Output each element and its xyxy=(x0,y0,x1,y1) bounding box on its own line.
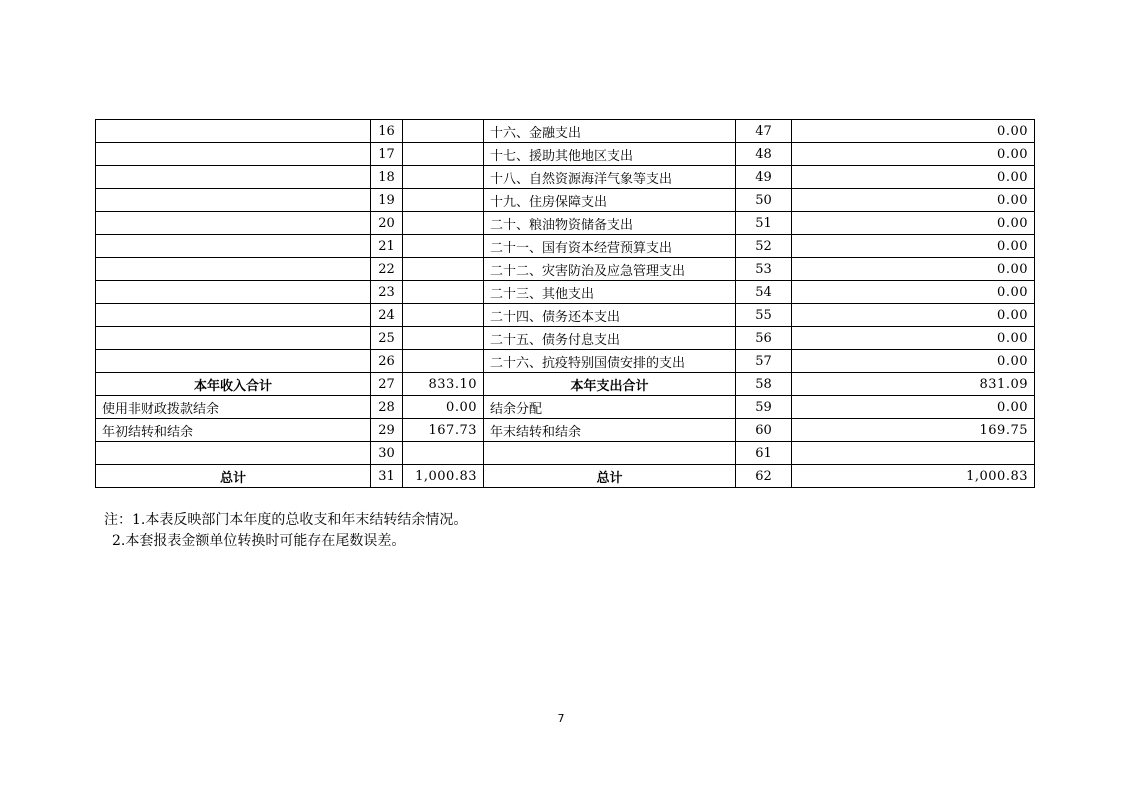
expense-item-cell xyxy=(484,442,736,465)
expense-amount-cell: 0.00 xyxy=(792,304,1035,327)
table-body xyxy=(96,120,1035,488)
expense-row-number-cell: 52 xyxy=(736,235,792,258)
table-row xyxy=(96,281,1035,304)
income-amount-cell: 1,000.83 xyxy=(403,465,484,488)
expense-row-number-cell: 60 xyxy=(736,419,792,442)
expense-item-cell: 结余分配 xyxy=(484,396,736,419)
expense-amount-cell: 0.00 xyxy=(792,327,1035,350)
income-amount-cell xyxy=(403,350,484,373)
income-amount-cell: 0.00 xyxy=(403,396,484,419)
expense-row-number-cell: 53 xyxy=(736,258,792,281)
expense-amount-cell: 0.00 xyxy=(792,120,1035,143)
expense-item-cell: 二十六、抗疫特别国债安排的支出 xyxy=(484,350,736,373)
expense-item-cell: 本年支出合计 xyxy=(484,373,736,396)
income-amount-cell xyxy=(403,258,484,281)
income-expense-table xyxy=(95,119,1035,488)
expense-amount-cell: 169.75 xyxy=(792,419,1035,442)
income-row-number-cell: 31 xyxy=(371,465,403,488)
expense-row-number-cell: 58 xyxy=(736,373,792,396)
income-item-cell: 使用非财政拨款结余 xyxy=(96,396,371,419)
expense-row-number-cell: 56 xyxy=(736,327,792,350)
expense-row-number-cell: 47 xyxy=(736,120,792,143)
expense-item-cell: 二十一、国有资本经营预算支出 xyxy=(484,235,736,258)
table-row xyxy=(96,166,1035,189)
expense-item-cell: 二十三、其他支出 xyxy=(484,281,736,304)
income-amount-cell xyxy=(403,327,484,350)
income-amount-cell xyxy=(403,143,484,166)
income-item-cell: 总计 xyxy=(96,465,371,488)
expense-item-cell: 十七、援助其他地区支出 xyxy=(484,143,736,166)
table-row xyxy=(96,327,1035,350)
income-row-number-cell: 23 xyxy=(371,281,403,304)
expense-item-cell: 二十二、灾害防治及应急管理支出 xyxy=(484,258,736,281)
expense-row-number-cell: 59 xyxy=(736,396,792,419)
income-item-cell xyxy=(96,235,371,258)
table-row xyxy=(96,350,1035,373)
income-item-cell xyxy=(96,304,371,327)
note-line-1: 注：1.本表反映部门本年度的总收支和年末结转结余情况。 xyxy=(104,512,468,528)
expense-item-cell: 二十、粮油物资储备支出 xyxy=(484,212,736,235)
income-amount-cell xyxy=(403,442,484,465)
income-amount-cell xyxy=(403,304,484,327)
expense-amount-cell: 0.00 xyxy=(792,281,1035,304)
income-row-number-cell: 24 xyxy=(371,304,403,327)
expense-amount-cell: 0.00 xyxy=(792,258,1035,281)
income-row-number-cell: 19 xyxy=(371,189,403,212)
table-row xyxy=(96,396,1035,419)
expense-item-cell: 十八、自然资源海洋气象等支出 xyxy=(484,166,736,189)
expense-item-cell: 总计 xyxy=(484,465,736,488)
note-line-2: 2.本套报表金额单位转换时可能存在尾数误差。 xyxy=(112,533,406,549)
income-item-cell xyxy=(96,166,371,189)
expense-row-number-cell: 48 xyxy=(736,143,792,166)
table-row xyxy=(96,212,1035,235)
income-amount-cell xyxy=(403,235,484,258)
expense-row-number-cell: 50 xyxy=(736,189,792,212)
income-row-number-cell: 29 xyxy=(371,419,403,442)
income-row-number-cell: 20 xyxy=(371,212,403,235)
income-amount-cell xyxy=(403,120,484,143)
expense-row-number-cell: 57 xyxy=(736,350,792,373)
income-row-number-cell: 16 xyxy=(371,120,403,143)
table-row xyxy=(96,143,1035,166)
income-row-number-cell: 22 xyxy=(371,258,403,281)
expense-amount-cell: 0.00 xyxy=(792,189,1035,212)
income-item-cell: 年初结转和结余 xyxy=(96,419,371,442)
income-row-number-cell: 27 xyxy=(371,373,403,396)
income-amount-cell xyxy=(403,281,484,304)
income-amount-cell: 833.10 xyxy=(403,373,484,396)
expense-row-number-cell: 62 xyxy=(736,465,792,488)
expense-amount-cell: 0.00 xyxy=(792,235,1035,258)
income-item-cell xyxy=(96,350,371,373)
expense-item-cell: 年末结转和结余 xyxy=(484,419,736,442)
expense-amount-cell: 831.09 xyxy=(792,373,1035,396)
income-item-cell xyxy=(96,189,371,212)
expense-row-number-cell: 51 xyxy=(736,212,792,235)
table-row xyxy=(96,304,1035,327)
table-row xyxy=(96,189,1035,212)
income-amount-cell xyxy=(403,166,484,189)
income-row-number-cell: 25 xyxy=(371,327,403,350)
expense-amount-cell: 0.00 xyxy=(792,396,1035,419)
income-amount-cell: 167.73 xyxy=(403,419,484,442)
expense-row-number-cell: 54 xyxy=(736,281,792,304)
income-item-cell xyxy=(96,120,371,143)
expense-amount-cell xyxy=(792,442,1035,465)
income-row-number-cell: 17 xyxy=(371,143,403,166)
notes xyxy=(104,510,467,552)
expense-amount-cell: 1,000.83 xyxy=(792,465,1035,488)
expense-row-number-cell: 61 xyxy=(736,442,792,465)
table-row xyxy=(96,442,1035,465)
table-row xyxy=(96,235,1035,258)
expense-amount-cell: 0.00 xyxy=(792,166,1035,189)
expense-item-cell: 十六、金融支出 xyxy=(484,120,736,143)
income-item-cell xyxy=(96,143,371,166)
expense-amount-cell: 0.00 xyxy=(792,212,1035,235)
expense-amount-cell: 0.00 xyxy=(792,143,1035,166)
income-item-cell xyxy=(96,258,371,281)
income-item-cell xyxy=(96,442,371,465)
table-row xyxy=(96,258,1035,281)
expense-item-cell: 十九、住房保障支出 xyxy=(484,189,736,212)
table-row xyxy=(96,373,1035,396)
income-amount-cell xyxy=(403,212,484,235)
income-amount-cell xyxy=(403,189,484,212)
income-row-number-cell: 30 xyxy=(371,442,403,465)
page-number: 7 xyxy=(557,712,565,725)
income-row-number-cell: 26 xyxy=(371,350,403,373)
income-item-cell xyxy=(96,212,371,235)
income-row-number-cell: 28 xyxy=(371,396,403,419)
expense-row-number-cell: 55 xyxy=(736,304,792,327)
expense-item-cell: 二十四、债务还本支出 xyxy=(484,304,736,327)
expense-amount-cell: 0.00 xyxy=(792,350,1035,373)
income-item-cell xyxy=(96,327,371,350)
table-row xyxy=(96,120,1035,143)
expense-row-number-cell: 49 xyxy=(736,166,792,189)
income-row-number-cell: 18 xyxy=(371,166,403,189)
table-row xyxy=(96,419,1035,442)
expense-item-cell: 二十五、债务付息支出 xyxy=(484,327,736,350)
table-row xyxy=(96,465,1035,488)
income-item-cell: 本年收入合计 xyxy=(96,373,371,396)
income-item-cell xyxy=(96,281,371,304)
income-row-number-cell: 21 xyxy=(371,235,403,258)
